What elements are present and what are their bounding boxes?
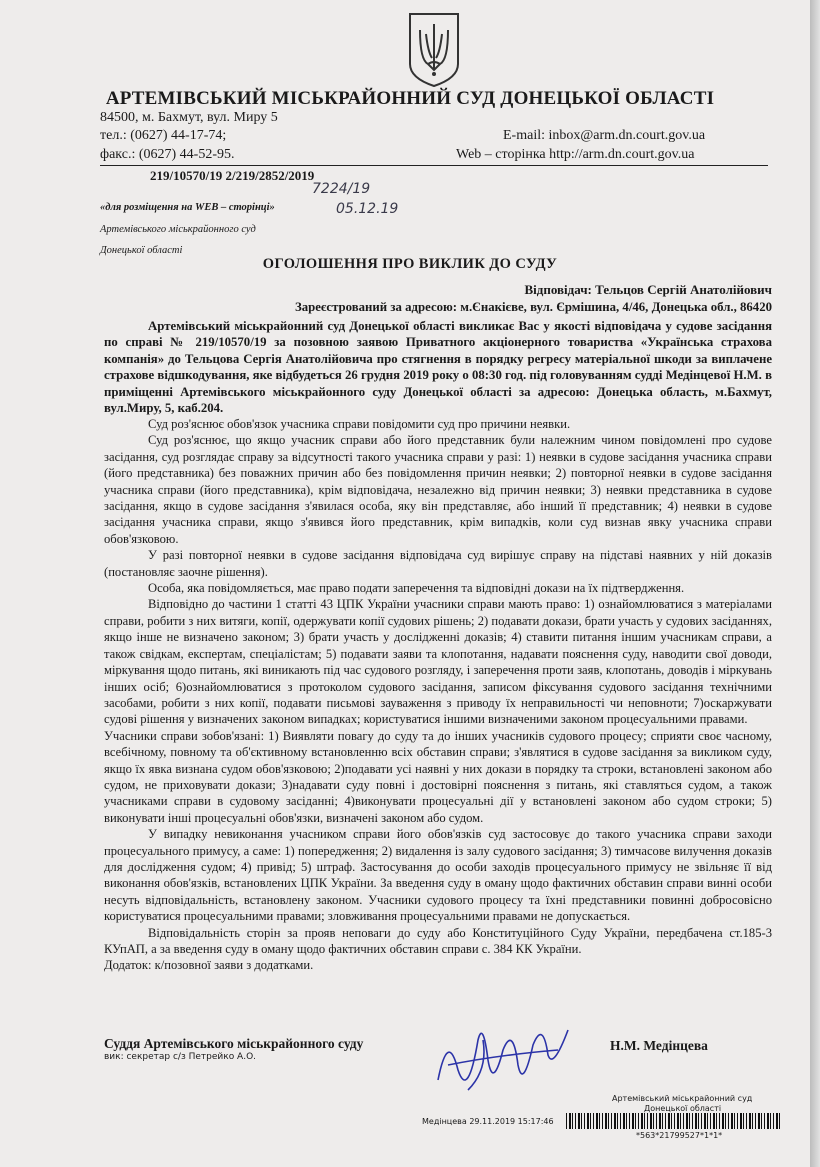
trident-emblem-icon (406, 12, 462, 88)
recipient-line-2: Донецької області (100, 245, 183, 256)
handwritten-registration-number: 7224/19 (312, 181, 371, 197)
court-email: E-mail: inbox@arm.dn.court.gov.ua (503, 128, 706, 143)
page-edge-shadow (810, 0, 820, 1167)
paragraph-coercion-measures: У випадку невиконання учасником справи його обов'язків суд застосовує до такого учасника справи заходи процесуального примусу, а саме: 1) попередження; 2) видалення із залу судового засідання; 3) тимчасове вилучення доказів для дослідження судом; 4) привід; 5) штраф. Застосування до особи заходів процесуального примусу не звільняє її від виконання обов'язків, встановлених ЦПК України. За введення суду в оману щодо фактичних обставин справи винні особи несуть відповідальність, встановлену законом. Учасники судового процесу та їхні представники повинні добросовісно користуватися процесуальними правами; зловживання процесуальними правами не допускається. (104, 827, 772, 924)
court-website: Web – сторінка http://arm.dn.court.gov.ua (456, 147, 695, 162)
paragraph-notice-duty: Суд роз'яснює обов'язок учасника справи повідомити суд про причини неявки. (148, 417, 571, 431)
paragraph-participant-duties: Учасники справи зобов'язані: 1) Виявляти повагу до суду та до інших учасників судового процесу; сприяти своє часному, всебічному, повному та об'єктивному встановленню всіх обставин справи; з'являтися в судове засідання за викликом суду, якщо їх явка визнана судом обов'язковою; 2)подавати усі наявні у них докази в порядку та строки, встановлені законом або судом, не приховувати докази; 3)надавати суду повні і достовірні пояснення з питань, які ставляться судом, а також учасниками справи в судовому засіданні; 4)виконувати процесуальні дії у встановлені законом або судом строки; 5) виконувати інші процесуальні обов'язки, визначені законом або судом. (104, 728, 772, 825)
web-placement-note: «для розміщення на WEB – сторінці» (100, 202, 275, 213)
executor-note: вик: секретар с/з Петрейко А.О. (104, 1052, 257, 1062)
stamp-court-name: Артемівський міськрайонний суд (612, 1094, 753, 1103)
paragraph-liability: Відповідальність сторін за прояв неповаги до суду або Конституційного Суду України, передбачена ст.185-3 КУпАП, а за введення суду в оману щодо фактичних обставин справи с. 384 КК України. (104, 925, 772, 956)
document-title: ОГОЛОШЕННЯ ПРО ВИКЛИК ДО СУДУ (262, 256, 558, 272)
summons-paragraph (104, 318, 772, 416)
court-name: АРТЕМІВСЬКИЙ МІСЬКРАЙОННИЙ СУД ДОНЕЦЬКОЇ ОБЛАСТІ (105, 88, 715, 109)
paragraph-repeated-absence: У разі повторної неявки в судове засідання відповідача суд вирішує справу на підставі наявних у ній доказів (постановляє заочне рішення). (104, 548, 772, 579)
defendant-address: Зареєстрований за адресою: м.Єнакієве, вул. Єрмішина, 4/46, Донецька обл., 86420 (294, 300, 772, 314)
stamp-signed-by: Медінцева 29.11.2019 15:17:46 (422, 1117, 554, 1126)
barcode (566, 1113, 780, 1129)
court-phone: тел.: (0627) 44-17-74; (100, 128, 227, 143)
header-divider (100, 165, 768, 166)
recipient-line-1: Артемівського міськрайонного суд (100, 224, 256, 235)
defendant-line: Відповідач: Тельцов Сергій Анатолійович (524, 282, 772, 297)
attachment-line: Додаток: к/позовної заяви з додатками. (104, 958, 314, 973)
summons-text: Артемівський міськрайонний суд Донецької області викликає Вас у якості відповідача у судове засідання по справі № 219/10570/19 за позовною заявою Приватного акціонерного товариства «Українська страхова компанія» до Тельцова Сергія Анатолійовича про стягнення в порядку регресу матеріальної шкоди за виплачене страхове відшкодування, яке відбудеться 26 грудня 2019 року о 08:30 год. під головуванням судді Медінцевої Н.М. в приміщенні Артемівського міськрайонного суду Донецької області за адресою: Донецька область, м.Бахмут, вул.Миру, 5, каб.204. (104, 319, 772, 416)
judge-name: Н.М. Медінцева (610, 1038, 708, 1053)
paragraph-absence-rules: Суд роз'яснює, що якщо учасник справи або його представник були належним чином повідомлені про судове засідання, суд розглядає справу за відсутності такого учасника справи у разі: 1) неявки в судове засідання учасника справи (його представника) без поважних причин або без повідомлення причин неявки; 2) повторної неявки в судове засідання учасника справи (його представника), крім відповідача, незалежно від причин неявки; 3) неявки представника в судове засідання, якщо в судове засідання з'явилася особа, яку він представляє, або інший її представник; 4) неявки в судове засідання учасника справи, якщо з'явився його представник, крім випадків, коли суд визнав явку учасника справи обов'язковою. (104, 433, 772, 546)
handwritten-signature (428, 1010, 578, 1100)
court-fax: факс.: (0627) 44-52-95. (100, 147, 235, 162)
paragraph-participant-rights: Відповідно до частини 1 статті 43 ЦПК України учасники справи мають право: 1) ознайомлюватися з матеріалами справи, робити з них витяги, копії, одержувати копії судових рішень; 2) подавати докази, брати участь у судових засіданнях, якщо інше не визначено законом; 3) брати участь у дослідженні доказів; 4) ставити питання іншим учасникам справи, а також свідкам, експертам, спеціалістам; 5) подавати заяви та клопотання, надавати пояснення суду, наводити свої доводи, міркування щодо питань, які виникають під час судового розгляду, і заперечення проти заяв, клопотань, доводів і міркувань інших осіб; 6)ознайомлюватися з протоколом судового засідання, записом фіксування судового засідання технічними засобами, робити з них копії, подавати письмові зауваження з приводу їх неправильності чи неповноти; 7)оскаржувати судові рішення у визначених законом випадках; користуватися іншими визначеними законом процесуальними правами. (104, 597, 772, 727)
case-numbers: 219/10570/19 2/219/2852/2019 (150, 168, 315, 183)
paragraph-objection-right: Особа, яка повідомляється, має право подати заперечення та відповідні докази на їх підтвердження. (148, 581, 685, 596)
barcode-text: *563*21799527*1*1* (636, 1131, 723, 1140)
handwritten-date: 05.12.19 (336, 201, 399, 217)
body-text (104, 416, 772, 974)
stamp-region: Донецької області (644, 1104, 722, 1113)
court-address: 84500, м. Бахмут, вул. Миру 5 (100, 110, 278, 125)
judge-signature-label: Суддя Артемівського міськрайонного суду (104, 1036, 364, 1051)
